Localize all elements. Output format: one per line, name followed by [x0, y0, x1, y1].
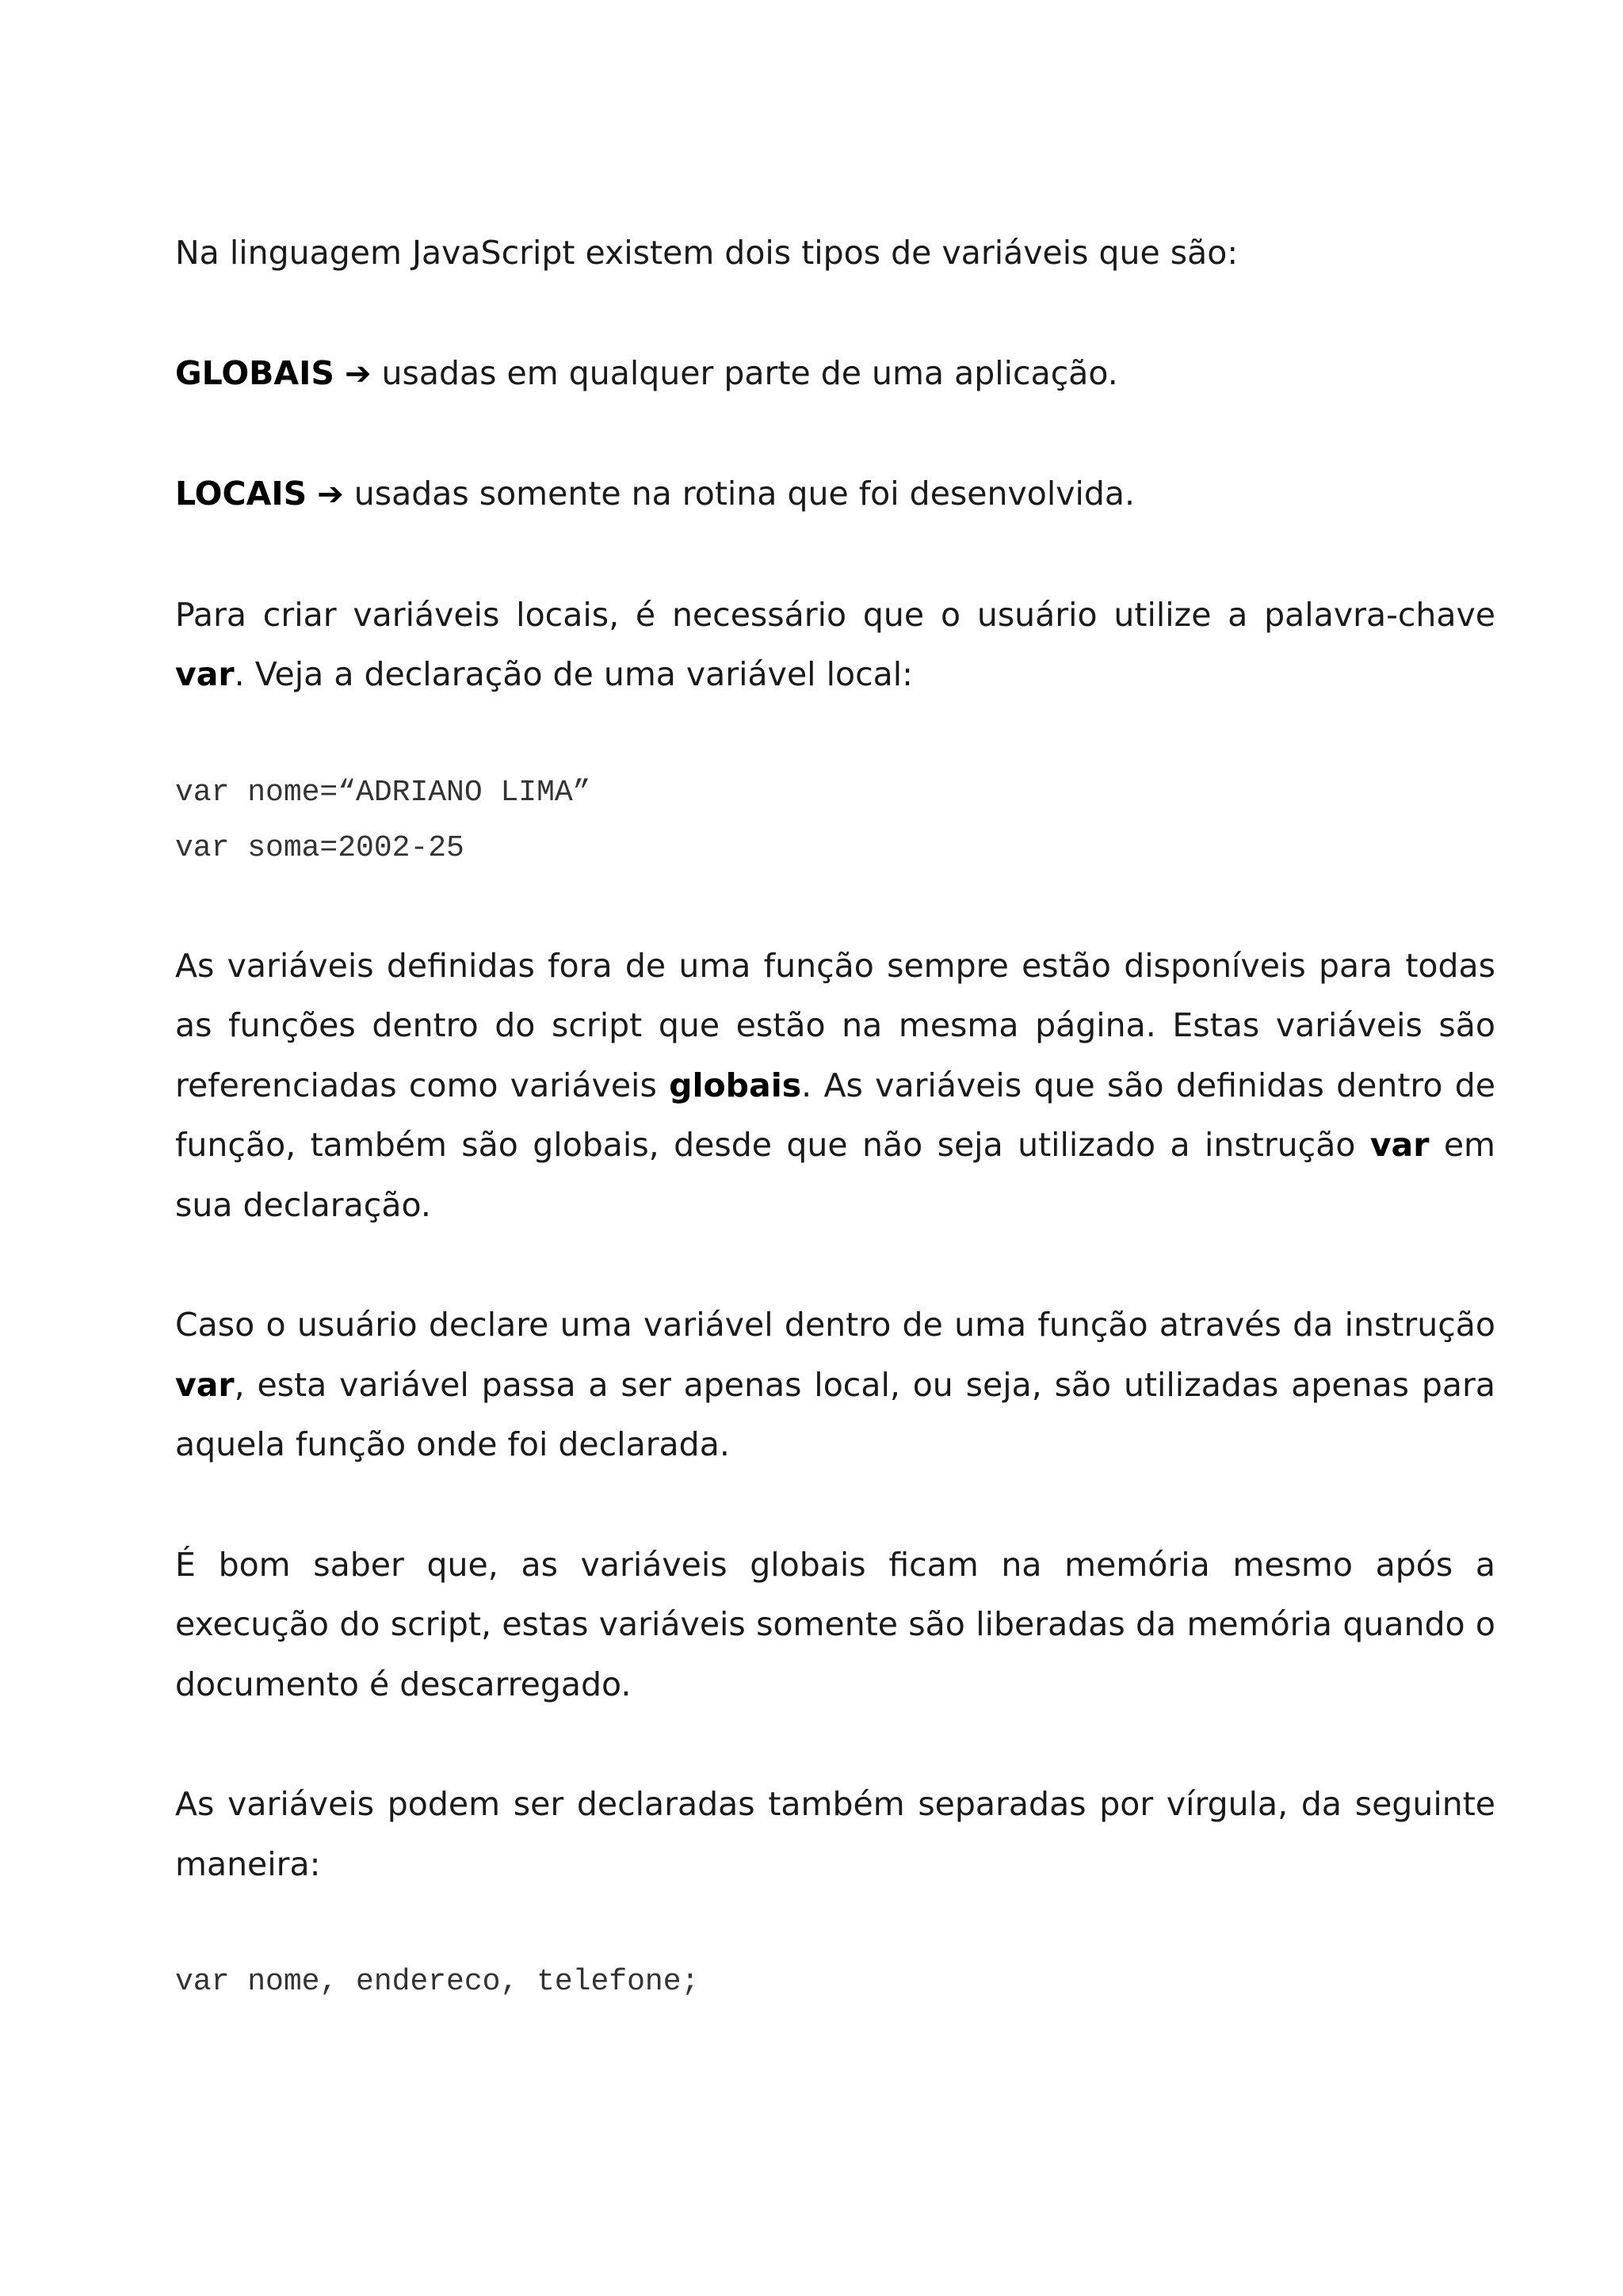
intro-text: Na linguagem JavaScript existem dois tipos de variáveis que são: [175, 234, 1239, 272]
paragraph-text: As variáveis definidas fora de uma função sempre estão disponíveis para todas as funções dentro do script que estão na mesma página. Estas variáveis são referenciadas como variáveis [175, 946, 1495, 1104]
global-scope-paragraph [175, 936, 1495, 1236]
paragraph-text: . Veja a declaração de uma variável local: [234, 655, 913, 693]
document-page [175, 223, 1495, 2070]
code-line: var soma=2002-25 [175, 830, 464, 865]
globais-description: usadas em qualquer parte de uma aplicação. [371, 353, 1118, 392]
paragraph-text: , esta variável passa a ser apenas local, ou seja, são utilizadas apenas para aquela função onde foi declarada. [175, 1365, 1495, 1463]
keyword-globais: globais [669, 1066, 802, 1104]
paragraph-text: É bom saber que, as variáveis globais ficam na memória mesmo após a execução do script, estas variáveis somente são liberadas da memória quando o documento é descarregado. [175, 1545, 1495, 1703]
paragraph-text: As variáveis podem ser declaradas também separadas por vírgula, da seguinte maneira: [175, 1785, 1495, 1883]
globais-definition [175, 344, 1495, 405]
locais-definition [175, 464, 1495, 525]
intro-paragraph [175, 223, 1495, 284]
paragraph-text: Caso o usuário declare uma variável dentro de uma função através da instrução [175, 1306, 1495, 1344]
code-line: var nome=“ADRIANO LIMA” [175, 775, 591, 810]
keyword-var: var [175, 1365, 235, 1404]
globais-term: GLOBAIS [175, 353, 334, 392]
local-variables-paragraph [175, 585, 1495, 705]
code-line: var nome, endereco, telefone; [175, 1965, 700, 1999]
keyword-var: var [1369, 1126, 1430, 1164]
locais-description: usadas somente na rotina que foi desenvolvida. [343, 475, 1136, 513]
keyword-var: var [175, 655, 235, 693]
code-block-multi-declaration [175, 1955, 1495, 2010]
arrow-right-icon: ➔ [344, 355, 372, 392]
paragraph-text: Para criar variáveis locais, é necessário que o usuário utilize a palavra-chave [175, 595, 1495, 634]
comma-declaration-paragraph [175, 1775, 1495, 1894]
arrow-right-icon: ➔ [317, 476, 344, 513]
memory-paragraph [175, 1535, 1495, 1715]
local-scope-paragraph [175, 1295, 1495, 1475]
paragraph-text: . As variáveis que são definidas dentro de função, também são globais, desde que não seja utilizado a instrução [175, 1066, 1495, 1164]
locais-term: LOCAIS [175, 475, 307, 513]
code-block-local-declaration [175, 765, 1495, 876]
paragraph-text: em sua declaração. [175, 1126, 1495, 1224]
